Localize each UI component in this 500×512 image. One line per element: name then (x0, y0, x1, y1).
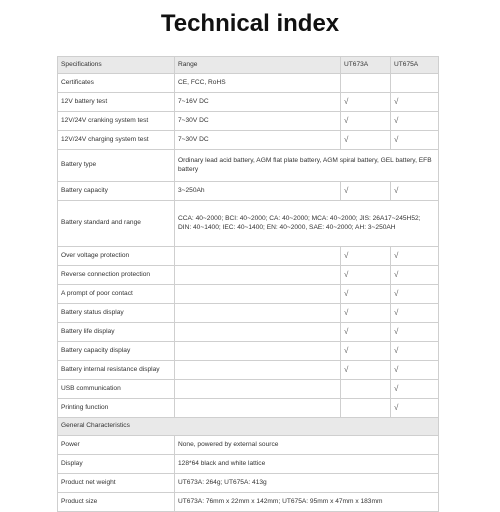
ut675a-cell: √ (391, 342, 439, 361)
spec-cell: Certificates (58, 74, 175, 93)
range-cell (175, 342, 341, 361)
range-cell (175, 304, 341, 323)
ut675a-cell: √ (391, 323, 439, 342)
spec-cell: Battery standard and range (58, 201, 175, 247)
table-row (58, 304, 439, 323)
ut673a-cell: √ (341, 304, 391, 323)
range-cell (175, 247, 341, 266)
table-row (58, 380, 439, 399)
table-row (58, 474, 439, 493)
table-row (58, 342, 439, 361)
ut673a-cell (341, 399, 391, 418)
value-cell: UT673A: 76mm x 22mm x 142mm; UT675A: 95mm x 47mm x 183mm (175, 493, 439, 512)
range-cell (175, 380, 341, 399)
table-row (58, 399, 439, 418)
ut675a-cell (391, 74, 439, 93)
table-row (58, 74, 439, 93)
range-cell: 3~250Ah (175, 182, 341, 201)
value-cell: UT673A: 264g; UT675A: 413g (175, 474, 439, 493)
header-ut675a: UT675A (391, 57, 439, 74)
header-range: Range (175, 57, 341, 74)
table-row (58, 182, 439, 201)
range-cell: CCA: 40~2000; BCI: 40~2000; CA: 40~2000; MCA: 40~2000; JIS: 26A17~245H52; DIN: 40~1400; IEC: 40~1400; EN: 40~2000, SAE: 40~2000; AH: 3~250AH (175, 201, 439, 247)
table-row (58, 150, 439, 182)
ut675a-cell: √ (391, 399, 439, 418)
spec-cell: 12V/24V charging system test (58, 131, 175, 150)
spec-cell: Printing function (58, 399, 175, 418)
range-cell: CE, FCC, RoHS (175, 74, 341, 93)
ut673a-cell (341, 74, 391, 93)
spec-cell: A prompt of poor contact (58, 285, 175, 304)
spec-cell: Reverse connection protection (58, 266, 175, 285)
ut675a-cell: √ (391, 361, 439, 380)
ut675a-cell: √ (391, 380, 439, 399)
general-characteristics-title: General Characteristics (58, 418, 439, 436)
range-cell (175, 361, 341, 380)
ut673a-cell: √ (341, 323, 391, 342)
general-characteristics-header (58, 418, 439, 436)
table-row (58, 436, 439, 455)
ut675a-cell: √ (391, 266, 439, 285)
spec-cell: Power (58, 436, 175, 455)
spec-cell: Battery internal resistance display (58, 361, 175, 380)
range-cell (175, 266, 341, 285)
ut675a-cell: √ (391, 131, 439, 150)
value-cell: 128*64 black and white lattice (175, 455, 439, 474)
table-row (58, 361, 439, 380)
table-row (58, 201, 439, 247)
ut675a-cell: √ (391, 285, 439, 304)
header-ut673a: UT673A (341, 57, 391, 74)
table-row (58, 285, 439, 304)
header-specifications: Specifications (58, 57, 175, 74)
ut675a-cell: √ (391, 247, 439, 266)
ut673a-cell: √ (341, 361, 391, 380)
spec-cell: Battery capacity display (58, 342, 175, 361)
spec-cell: Battery type (58, 150, 175, 182)
ut673a-cell: √ (341, 182, 391, 201)
ut673a-cell: √ (341, 266, 391, 285)
ut673a-cell (341, 380, 391, 399)
ut673a-cell: √ (341, 112, 391, 131)
page-title: Technical index (160, 10, 340, 37)
ut673a-cell: √ (341, 342, 391, 361)
spec-cell: Display (58, 455, 175, 474)
spec-cell: 12V battery test (58, 93, 175, 112)
table-row (58, 493, 439, 512)
spec-cell: 12V/24V cranking system test (58, 112, 175, 131)
table-row (58, 131, 439, 150)
spec-cell: Battery status display (58, 304, 175, 323)
range-cell: 7~30V DC (175, 131, 341, 150)
range-cell: 7~30V DC (175, 112, 341, 131)
table-row (58, 112, 439, 131)
ut675a-cell: √ (391, 304, 439, 323)
spec-cell: Battery life display (58, 323, 175, 342)
range-cell (175, 399, 341, 418)
table-row (58, 93, 439, 112)
spec-cell: Over voltage protection (58, 247, 175, 266)
table-row (58, 247, 439, 266)
ut675a-cell: √ (391, 112, 439, 131)
value-cell: None, powered by external source (175, 436, 439, 455)
ut673a-cell: √ (341, 247, 391, 266)
spec-table (57, 56, 439, 512)
spec-cell: Product size (58, 493, 175, 512)
range-cell: Ordinary lead acid battery, AGM flat plate battery, AGM spiral battery, GEL battery, EFB battery (175, 150, 439, 182)
table-row (58, 266, 439, 285)
range-cell (175, 323, 341, 342)
ut673a-cell: √ (341, 131, 391, 150)
spec-cell: Battery capacity (58, 182, 175, 201)
ut673a-cell: √ (341, 93, 391, 112)
table-header-row (58, 57, 439, 74)
range-cell: 7~16V DC (175, 93, 341, 112)
table-row (58, 323, 439, 342)
table-row (58, 455, 439, 474)
spec-cell: USB communication (58, 380, 175, 399)
range-cell (175, 285, 341, 304)
ut673a-cell: √ (341, 285, 391, 304)
spec-cell: Product net weight (58, 474, 175, 493)
ut675a-cell: √ (391, 182, 439, 201)
ut675a-cell: √ (391, 93, 439, 112)
